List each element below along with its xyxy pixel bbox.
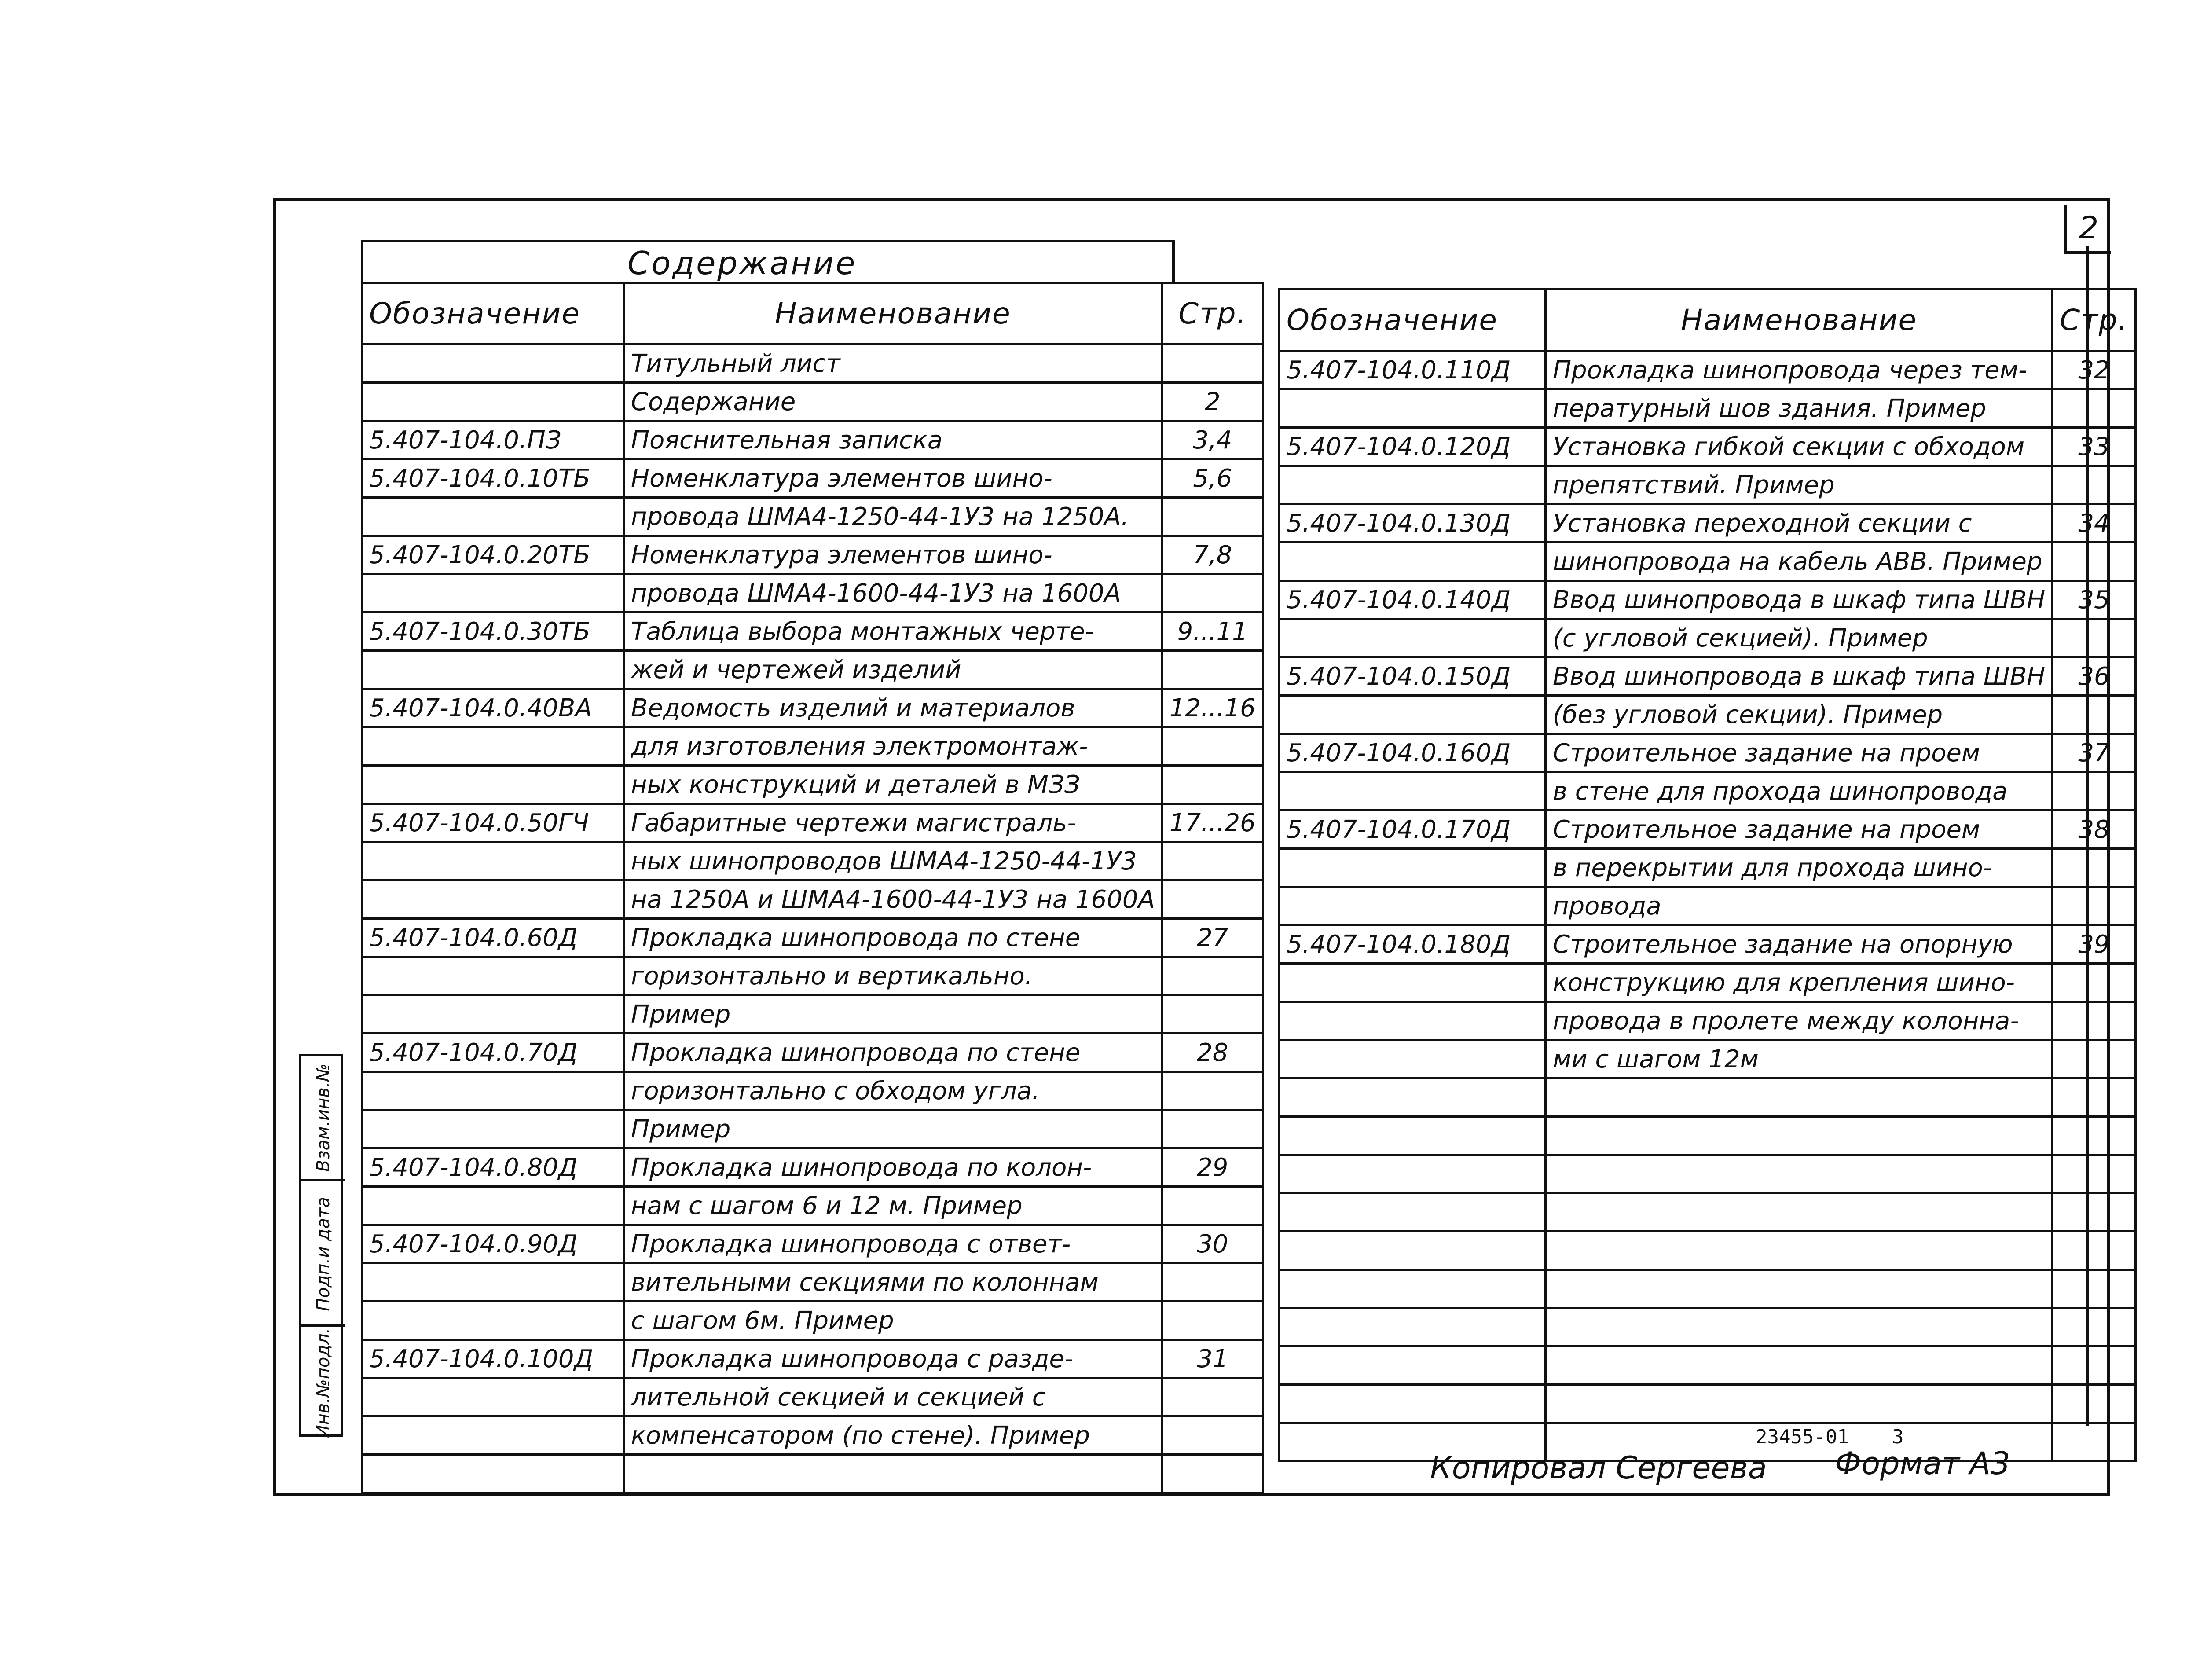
cell-name: Строительное задание на проем <box>1546 811 2053 849</box>
cell-designation <box>1280 466 1546 504</box>
cell-name: Прокладка шинопровода по стене <box>624 919 1162 957</box>
cell-designation: 5.407-104.0.160Д <box>1280 734 1546 772</box>
cell-designation <box>362 1187 624 1225</box>
table-row <box>362 421 1263 459</box>
cell-designation <box>362 842 624 880</box>
table-row <box>362 1148 1263 1187</box>
cell-page <box>1162 995 1263 1034</box>
cell-page <box>1162 1302 1263 1340</box>
cell-name: Ввод шинопровода в шкаф типа ШВН <box>1546 581 2053 619</box>
cell-page <box>2053 466 2135 504</box>
cell-designation <box>1280 1193 1546 1232</box>
cell-name: ных конструкций и деталей в МЗЗ <box>624 766 1162 804</box>
table-row <box>362 880 1263 919</box>
cell-page <box>2053 964 2135 1002</box>
cell-name: препятствий. Пример <box>1546 466 2053 504</box>
cell-name: Номенклатура элементов шино- <box>624 459 1162 498</box>
cell-designation <box>1280 887 1546 925</box>
cell-designation <box>362 1302 624 1340</box>
table-row <box>362 613 1263 651</box>
table-row <box>362 459 1263 498</box>
cell-page: 32 <box>2053 351 2135 389</box>
cell-designation <box>362 766 624 804</box>
cell-name: Пример <box>624 1110 1162 1148</box>
cell-designation: 5.407-104.0.90Д <box>362 1225 624 1263</box>
cell-page <box>2053 1117 2135 1155</box>
table-row <box>362 1378 1263 1416</box>
cell-designation: 5.407-104.0.30ТБ <box>362 613 624 651</box>
cell-page <box>1162 1110 1263 1148</box>
cell-designation: 5.407-104.0.150Д <box>1280 657 1546 696</box>
cell-name: шинопровода на кабель АВВ. Пример <box>1546 543 2053 581</box>
cell-page <box>2053 849 2135 887</box>
cell-designation: 5.407-104.0.50ГЧ <box>362 804 624 842</box>
table-row <box>1280 1078 2136 1117</box>
table-row <box>362 536 1263 574</box>
cell-designation <box>1280 619 1546 657</box>
cell-name: Ведомость изделий и материалов <box>624 689 1162 727</box>
cell-name: в стене для прохода шинопровода <box>1546 772 2053 811</box>
cell-designation: 5.407-104.0.110Д <box>1280 351 1546 389</box>
cell-designation <box>1280 389 1546 428</box>
table-row <box>362 574 1263 613</box>
cell-name: Установка переходной секции с <box>1546 504 2053 543</box>
cell-page: 7,8 <box>1162 536 1263 574</box>
table-row <box>362 995 1263 1034</box>
cell-designation <box>1280 543 1546 581</box>
cell-name: Ввод шинопровода в шкаф типа ШВН <box>1546 657 2053 696</box>
contents-table-left <box>361 282 1264 1494</box>
table-row <box>1280 734 2136 772</box>
table-row <box>1280 772 2136 811</box>
cell-designation <box>1280 964 1546 1002</box>
col-page: Стр. <box>2053 290 2135 351</box>
cell-designation <box>362 1455 624 1493</box>
table-row <box>1280 1346 2136 1385</box>
cell-designation: 5.407-104.0.40ВА <box>362 689 624 727</box>
table-row <box>1280 466 2136 504</box>
cell-name: с шагом 6м. Пример <box>624 1302 1162 1340</box>
cell-designation: 5.407-104.0.180Д <box>1280 925 1546 964</box>
cell-name: Прокладка шинопровода через тем- <box>1546 351 2053 389</box>
contents-table-right <box>1278 288 2137 1462</box>
table-row <box>362 689 1263 727</box>
cell-name: горизонтально с обходом угла. <box>624 1072 1162 1110</box>
table-row <box>362 345 1263 383</box>
table-row <box>362 1416 1263 1455</box>
table-row <box>362 957 1263 995</box>
cell-name: Титульный лист <box>624 345 1162 383</box>
table-row <box>1280 619 2136 657</box>
cell-page <box>1162 1416 1263 1455</box>
table-row <box>1280 1117 2136 1155</box>
cell-designation <box>362 1378 624 1416</box>
cell-page <box>2053 1040 2135 1078</box>
cell-page: 29 <box>1162 1148 1263 1187</box>
cell-name: провода ШМА4-1600-44-1У3 на 1600А <box>624 574 1162 613</box>
cell-designation: 5.407-104.0.170Д <box>1280 811 1546 849</box>
table-row <box>362 498 1263 536</box>
cell-designation <box>1280 849 1546 887</box>
cell-designation: 5.407-104.0.140Д <box>1280 581 1546 619</box>
cell-name: Строительное задание на проем <box>1546 734 2053 772</box>
cell-page <box>2053 1308 2135 1346</box>
table-row <box>362 804 1263 842</box>
cell-name <box>1546 1346 2053 1385</box>
cell-name: в перекрытии для прохода шино- <box>1546 849 2053 887</box>
table-row <box>1280 1002 2136 1040</box>
cell-designation <box>1280 696 1546 734</box>
table-row <box>362 1034 1263 1072</box>
cell-page: 2 <box>1162 383 1263 421</box>
col-name: Наименование <box>624 283 1162 345</box>
cell-name: вительными секциями по колоннам <box>624 1263 1162 1302</box>
cell-designation <box>362 345 624 383</box>
table-row <box>1280 504 2136 543</box>
cell-designation: 5.407-104.0.10ТБ <box>362 459 624 498</box>
cell-page <box>1162 1455 1263 1493</box>
cell-name: лительной секцией и секцией с <box>624 1378 1162 1416</box>
table-row <box>362 1455 1263 1493</box>
cell-page <box>1162 345 1263 383</box>
cell-designation: 5.407-104.0.70Д <box>362 1034 624 1072</box>
cell-name: Строительное задание на опорную <box>1546 925 2053 964</box>
cell-designation: 5.407-104.0.ПЗ <box>362 421 624 459</box>
cell-page <box>2053 389 2135 428</box>
cell-page <box>1162 842 1263 880</box>
cell-designation: 5.407-104.0.60Д <box>362 919 624 957</box>
cell-page <box>1162 957 1263 995</box>
cell-page <box>1162 727 1263 766</box>
cell-name: Прокладка шинопровода с разде- <box>624 1340 1162 1378</box>
table-row <box>1280 811 2136 849</box>
cell-designation: 5.407-104.0.120Д <box>1280 428 1546 466</box>
cell-name: Пример <box>624 995 1162 1034</box>
table-row <box>1280 1308 2136 1346</box>
cell-page <box>2053 696 2135 734</box>
side-stamp <box>299 1054 343 1437</box>
cell-page <box>1162 574 1263 613</box>
cell-page <box>1162 766 1263 804</box>
cell-page: 9...11 <box>1162 613 1263 651</box>
cell-name: провода в пролете между колонна- <box>1546 1002 2053 1040</box>
cell-page <box>1162 880 1263 919</box>
table-row <box>1280 887 2136 925</box>
table-row <box>362 383 1263 421</box>
table-row <box>1280 389 2136 428</box>
cell-name <box>624 1455 1162 1493</box>
cell-page: 37 <box>2053 734 2135 772</box>
cell-page: 3,4 <box>1162 421 1263 459</box>
table-row <box>1280 351 2136 389</box>
table-row <box>362 1225 1263 1263</box>
table-row <box>1280 1040 2136 1078</box>
cell-designation <box>362 498 624 536</box>
table-row <box>1280 657 2136 696</box>
cell-name: Таблица выбора монтажных черте- <box>624 613 1162 651</box>
table-row <box>1280 1270 2136 1308</box>
cell-page <box>1162 1263 1263 1302</box>
table-row <box>1280 581 2136 619</box>
cell-name: провода ШМА4-1250-44-1У3 на 1250А. <box>624 498 1162 536</box>
table-header <box>362 283 1263 345</box>
stamp-cell: Взам.инв.№ <box>313 1063 334 1172</box>
cell-page <box>2053 1232 2135 1270</box>
archive-code: 23455-01 <box>1756 1426 1849 1448</box>
col-designation: Обозначение <box>1280 290 1546 351</box>
cell-page <box>1162 1187 1263 1225</box>
cell-page: 12...16 <box>1162 689 1263 727</box>
cell-designation <box>1280 1308 1546 1346</box>
table-row <box>362 1110 1263 1148</box>
cell-designation <box>362 1110 624 1148</box>
cell-designation <box>1280 1078 1546 1117</box>
cell-name: жей и чертежей изделий <box>624 651 1162 689</box>
col-name: Наименование <box>1546 290 2053 351</box>
cell-designation <box>1280 1155 1546 1193</box>
table-row <box>1280 1232 2136 1270</box>
cell-name <box>1546 1270 2053 1308</box>
cell-name <box>1546 1193 2053 1232</box>
table-header <box>1280 290 2136 351</box>
cell-page <box>2053 1423 2135 1461</box>
cell-designation <box>1280 1117 1546 1155</box>
table-row <box>362 651 1263 689</box>
cell-designation <box>1280 1346 1546 1385</box>
cell-designation <box>362 1416 624 1455</box>
cell-designation <box>362 995 624 1034</box>
cell-page: 34 <box>2053 504 2135 543</box>
cell-name: ных шинопроводов ШМА4-1250-44-1У3 <box>624 842 1162 880</box>
cell-name <box>1546 1232 2053 1270</box>
cell-name <box>1546 1078 2053 1117</box>
cell-designation <box>362 727 624 766</box>
cell-designation <box>362 1263 624 1302</box>
table-row <box>1280 1193 2136 1232</box>
cell-designation <box>1280 1232 1546 1270</box>
table-row <box>1280 925 2136 964</box>
stamp-cell: Инв.№подл. <box>301 1324 345 1439</box>
cell-name <box>1546 1308 2053 1346</box>
cell-designation <box>1280 772 1546 811</box>
cell-designation <box>362 574 624 613</box>
cell-name: Прокладка шинопровода по стене <box>624 1034 1162 1072</box>
cell-page: 36 <box>2053 657 2135 696</box>
cell-name: Габаритные чертежи магистраль- <box>624 804 1162 842</box>
table-row <box>362 919 1263 957</box>
cell-page <box>2053 543 2135 581</box>
cell-name: (без угловой секции). Пример <box>1546 696 2053 734</box>
cell-page <box>2053 1270 2135 1308</box>
copied-by: Копировал Сергеева <box>1430 1450 1767 1486</box>
cell-designation <box>1280 1002 1546 1040</box>
cell-page: 5,6 <box>1162 459 1263 498</box>
table-row <box>362 1187 1263 1225</box>
stamp-column <box>343 1054 363 1437</box>
cell-name: Содержание <box>624 383 1162 421</box>
cell-designation <box>362 880 624 919</box>
table-row <box>362 842 1263 880</box>
table-row <box>1280 428 2136 466</box>
cell-name: конструкцию для крепления шино- <box>1546 964 2053 1002</box>
cell-designation <box>362 1072 624 1110</box>
cell-name <box>1546 1155 2053 1193</box>
col-page: Стр. <box>1162 283 1263 345</box>
cell-page: 27 <box>1162 919 1263 957</box>
cell-page <box>2053 619 2135 657</box>
cell-name <box>1546 1117 2053 1155</box>
cell-page <box>2053 1385 2135 1423</box>
cell-designation: 5.407-104.0.80Д <box>362 1148 624 1187</box>
cell-name: Прокладка шинопровода с ответ- <box>624 1225 1162 1263</box>
cell-name: на 1250А и ШМА4-1600-44-1У3 на 1600А <box>624 880 1162 919</box>
cell-name <box>1546 1385 2053 1423</box>
cell-page <box>2053 1155 2135 1193</box>
cell-page <box>2053 772 2135 811</box>
table-row <box>362 1072 1263 1110</box>
cell-page: 39 <box>2053 925 2135 964</box>
page-title: Содержание <box>361 240 1175 284</box>
table-row <box>362 1340 1263 1378</box>
cell-page <box>1162 1072 1263 1110</box>
table-row <box>1280 696 2136 734</box>
cell-name: Прокладка шинопровода по колон- <box>624 1148 1162 1187</box>
table-row <box>362 766 1263 804</box>
cell-name: нам с шагом 6 и 12 м. Пример <box>624 1187 1162 1225</box>
cell-page <box>1162 1378 1263 1416</box>
table-row <box>1280 1155 2136 1193</box>
stamp-cell: Подп.и дата <box>301 1179 345 1327</box>
cell-name: компенсатором (по стене). Пример <box>624 1416 1162 1455</box>
cell-page <box>2053 1193 2135 1232</box>
table-row <box>362 727 1263 766</box>
table-row <box>362 1263 1263 1302</box>
cell-designation: 5.407-104.0.20ТБ <box>362 536 624 574</box>
cell-name: Установка гибкой секции с обходом <box>1546 428 2053 466</box>
table-row <box>1280 964 2136 1002</box>
table-row <box>1280 1385 2136 1423</box>
cell-designation <box>1280 1385 1546 1423</box>
sheet-number: 2 <box>2064 205 2111 254</box>
cell-page <box>2053 1002 2135 1040</box>
sheet-format: Формат А3 <box>1835 1445 2010 1482</box>
cell-page <box>2053 1078 2135 1117</box>
page-code: 3 <box>1892 1426 1904 1448</box>
cell-designation <box>1280 1040 1546 1078</box>
cell-designation: 5.407-104.0.130Д <box>1280 504 1546 543</box>
cell-page: 28 <box>1162 1034 1263 1072</box>
cell-page: 38 <box>2053 811 2135 849</box>
cell-name: ми с шагом 12м <box>1546 1040 2053 1078</box>
cell-name: Пояснительная записка <box>624 421 1162 459</box>
table-row <box>1280 849 2136 887</box>
table-row <box>1280 543 2136 581</box>
cell-page <box>1162 651 1263 689</box>
cell-designation <box>362 651 624 689</box>
cell-name: горизонтально и вертикально. <box>624 957 1162 995</box>
cell-page: 17...26 <box>1162 804 1263 842</box>
cell-designation <box>362 957 624 995</box>
col-designation: Обозначение <box>362 283 624 345</box>
cell-name: для изготовления электромонтаж- <box>624 727 1162 766</box>
cell-name: провода <box>1546 887 2053 925</box>
cell-name: (с угловой секцией). Пример <box>1546 619 2053 657</box>
cell-page: 31 <box>1162 1340 1263 1378</box>
cell-name: пературный шов здания. Пример <box>1546 389 2053 428</box>
cell-page <box>2053 887 2135 925</box>
cell-page: 35 <box>2053 581 2135 619</box>
cell-designation <box>362 383 624 421</box>
cell-name: Номенклатура элементов шино- <box>624 536 1162 574</box>
cell-page: 30 <box>1162 1225 1263 1263</box>
cell-designation <box>1280 1270 1546 1308</box>
cell-page <box>1162 498 1263 536</box>
cell-designation: 5.407-104.0.100Д <box>362 1340 624 1378</box>
cell-page <box>2053 1346 2135 1385</box>
cell-page: 33 <box>2053 428 2135 466</box>
table-row <box>362 1302 1263 1340</box>
